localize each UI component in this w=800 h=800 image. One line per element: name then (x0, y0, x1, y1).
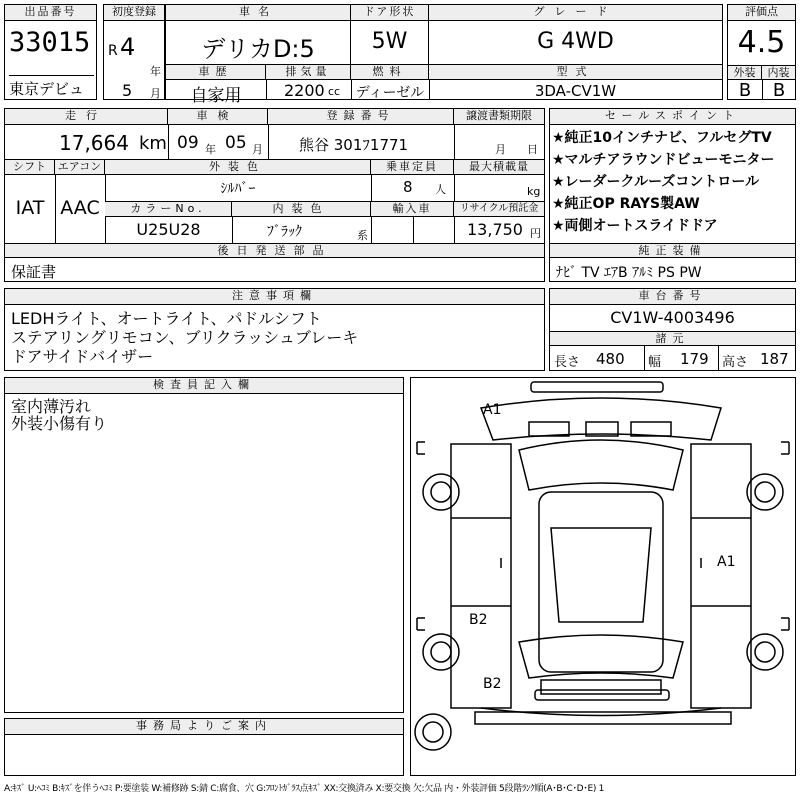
car-name: デリカD:5 (201, 35, 315, 63)
ext-color-label: 外装色 (105, 160, 371, 175)
score-value: 4.5 (737, 25, 786, 60)
history-label: 車歴 (166, 65, 266, 80)
plate-value: 熊谷 301ﾌ1771 (299, 136, 409, 154)
selling-box (549, 108, 796, 282)
inspector-box (4, 377, 404, 713)
mileage-value: 17,664 (59, 131, 129, 155)
history-value: 自家用 (190, 86, 242, 106)
chassis-number: CV1W-4003496 (610, 308, 735, 327)
capacity-label: 乗車定員 (371, 160, 454, 175)
dims-label: 諸元 (550, 331, 795, 346)
int-color-label: 内装色 (232, 202, 371, 217)
color-no-label: カラーNo. (105, 202, 232, 217)
reg-month: 5 (122, 81, 133, 100)
score-box (727, 4, 796, 100)
later-parts-value: 保証書 (11, 263, 57, 281)
width-label: 幅 (648, 355, 662, 370)
insp-month: 05 (225, 133, 247, 153)
model-label: 型式 (429, 65, 722, 80)
equipment-value: ﾅﾋﾞ TV ｴｱB ｱﾙﾐ PS PW (556, 265, 702, 281)
selling-point-5: ★両側オートスライドドア (552, 218, 718, 234)
selling-point-3: ★レーダークルーズコントロール (552, 174, 760, 190)
interior-grade: B (762, 80, 795, 99)
later-parts-label: 後日発送部品 (5, 243, 544, 258)
capacity-value: 8 (403, 178, 413, 196)
chassis-label: 車台番号 (550, 289, 795, 305)
max-load-label: 最大積載量 (454, 160, 544, 175)
chassis-box (549, 288, 796, 371)
damage-mark-a1-front: A1 (483, 402, 502, 418)
era: R (108, 43, 118, 59)
exterior-grade: B (738, 80, 752, 101)
fuel-value: ディーゼル (355, 85, 425, 101)
reg-month-unit: 月 (150, 87, 161, 100)
door-label: ドア形状 (351, 5, 429, 21)
displacement-unit: cc (328, 85, 341, 98)
color-no-value: U25U28 (136, 220, 201, 239)
car-diagram-box (410, 377, 796, 776)
recycle-value: 13,750 (467, 220, 523, 239)
grade-cell (429, 21, 722, 65)
transfer-day-unit: 日 (527, 143, 538, 156)
mid-box (4, 108, 545, 282)
recycle-unit: 円 (530, 227, 541, 240)
grade-value: G 4WD (537, 29, 614, 54)
transfer-label: 譲渡書類期限 (454, 109, 544, 125)
inspection-label: 車検 (168, 109, 268, 125)
first-reg-box (103, 4, 165, 100)
recycle-label: リサイクル預託金 (454, 202, 544, 217)
equipment-label: 純正装備 (550, 243, 795, 258)
inspector-label: 検査員記入欄 (5, 378, 403, 394)
insp-year: 09 (177, 133, 199, 153)
int-color-unit: 系 (357, 229, 368, 242)
ac-label: エアコン (55, 160, 105, 175)
length-label: 長さ (554, 355, 581, 370)
notes-label: 注意事項欄 (5, 289, 544, 305)
transfer-month-unit: 月 (495, 143, 506, 156)
max-load-unit: kg (527, 185, 541, 198)
mileage-label: 走行 (5, 109, 168, 125)
capacity-unit: 人 (435, 183, 446, 196)
score-label: 評価点 (728, 5, 795, 21)
shift-label: シフト (5, 160, 55, 175)
length-value: 480 (596, 350, 625, 368)
lot-label: 出品番号 (5, 5, 96, 21)
first-reg-label: 初度登録 (104, 5, 164, 21)
car-diagram (411, 378, 795, 775)
note-line-3: ドアサイドバイザー (11, 347, 154, 366)
notes-box (4, 288, 545, 371)
selling-label: セールスポイント (550, 109, 795, 125)
car-name-cell (166, 21, 351, 65)
inspector-line-2: 外装小傷有り (11, 414, 108, 433)
door-value: 5W (371, 29, 408, 54)
selling-point-1: ★純正10インチナビ、フルセグTV (552, 130, 772, 146)
reg-year-unit: 年 (150, 65, 161, 78)
plate-label: 登録番号 (268, 109, 454, 125)
int-color-value: ﾌﾞﾗｯｸ (267, 224, 302, 240)
lot-number: 33015 (9, 27, 91, 58)
door-cell (351, 21, 429, 65)
height-label: 高さ (722, 355, 749, 370)
width-value: 179 (680, 350, 709, 368)
import-label: 輸入車 (371, 202, 454, 217)
selling-point-2: ★マルチアラウンドビューモニター (552, 152, 775, 168)
lot-box (4, 4, 97, 100)
fuel-label: 燃料 (351, 65, 429, 80)
office-label: 事務局よりご案内 (5, 719, 403, 735)
footer-legend: A:ｷｽﾞ U:ﾍｺﾐ B:ｷｽﾞを伴うﾍｺﾐ P:要塗装 W:補修跡 S:錆 C:腐食、穴 G:ﾌﾛﾝﾄｶﾞﾗｽ点ｷｽﾞ XX:交換済み X:要交換 欠:欠品 内・外装評価 5段階ﾗﾝｸ順(A･B･C･D･E) 1 (4, 784, 605, 794)
note-line-1: LEDHライト、オートライト、パドルシフト (11, 309, 322, 328)
height-value: 187 (760, 350, 789, 368)
ac-value: AAC (60, 197, 100, 219)
model-value: 3DA-CV1W (534, 82, 617, 100)
grade-label: グレード (429, 5, 722, 21)
debut-label: 東京デビュ (9, 75, 94, 99)
damage-mark-b2-left: B2 (469, 612, 488, 628)
inspector-line-1: 室内薄汚れ (11, 397, 92, 416)
exterior-label: 外装 (728, 65, 762, 80)
car-name-label: 車名 (166, 5, 351, 21)
interior-label: 内装 (762, 65, 795, 80)
car-info-box (165, 4, 723, 106)
damage-mark-a1-right: A1 (717, 554, 736, 570)
ext-color-value: ｼﾙﾊﾞｰ (220, 181, 256, 197)
damage-mark-b2-rear: B2 (483, 676, 502, 692)
displacement-value: 2200 (284, 81, 325, 100)
displacement-label: 排気量 (266, 65, 351, 80)
note-line-2: ステアリングリモコン、ブリクラッシュブレーキ (11, 328, 359, 347)
shift-value: IAT (15, 197, 45, 219)
insp-month-unit: 月 (252, 143, 263, 156)
reg-year: 4 (120, 33, 136, 61)
selling-point-4: ★純正OP RAYS製AW (552, 196, 700, 212)
insp-year-unit: 年 (205, 143, 216, 156)
office-box (4, 718, 404, 776)
mileage-unit: km (139, 133, 167, 154)
